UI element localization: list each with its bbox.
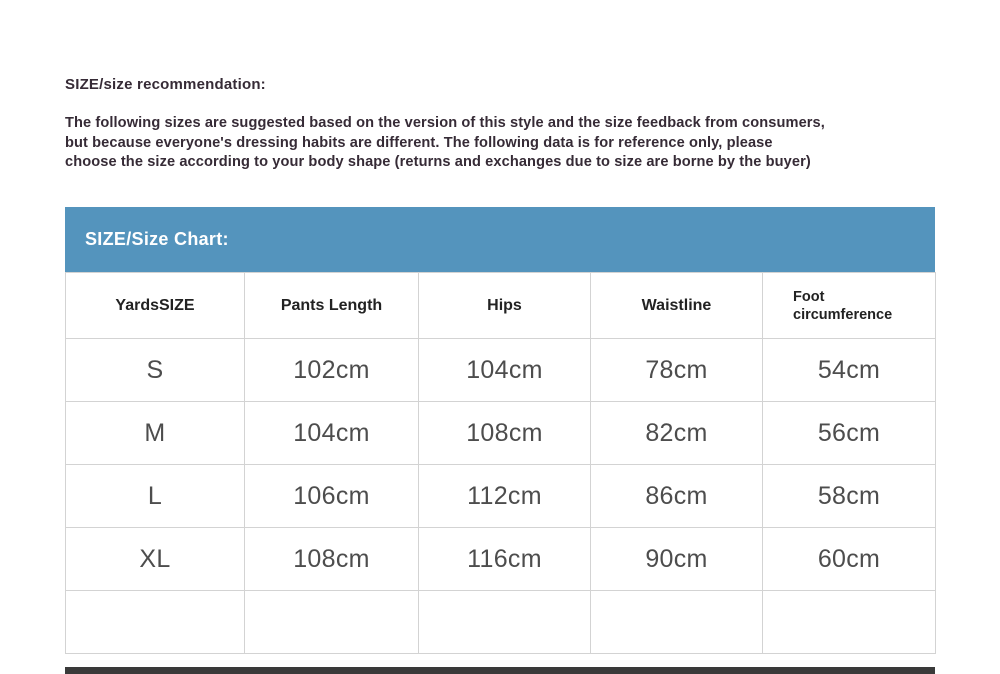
paragraph-line: choose the size according to your body shape (returns and exchanges due to size are borne by the buyer) bbox=[65, 154, 811, 170]
cell-size: XL bbox=[66, 528, 245, 591]
table-row-empty bbox=[66, 591, 936, 654]
cell-foot-circumference: 54cm bbox=[763, 339, 936, 402]
cell-hips: 104cm bbox=[419, 339, 591, 402]
size-recommendation-heading: SIZE/size recommendation: bbox=[65, 76, 266, 93]
column-header-foot-circumference-label: Foot circumference bbox=[793, 288, 893, 323]
cell-empty bbox=[763, 591, 936, 654]
table-row-s bbox=[66, 339, 936, 402]
column-header-waistline: Waistline bbox=[591, 273, 763, 339]
cell-pants-length: 106cm bbox=[245, 465, 419, 528]
cell-waistline: 90cm bbox=[591, 528, 763, 591]
size-recommendation-paragraph bbox=[65, 114, 950, 173]
size-chart-title: SIZE/Size Chart: bbox=[85, 229, 229, 249]
paragraph-line: The following sizes are suggested based on the version of this style and the size feedback from consumers, bbox=[65, 115, 825, 131]
cell-waistline: 82cm bbox=[591, 402, 763, 465]
table-row-l bbox=[66, 465, 936, 528]
paragraph-line: but because everyone's dressing habits are different. The following data is for reference only, please bbox=[65, 134, 773, 151]
cell-waistline: 78cm bbox=[591, 339, 763, 402]
size-chart-banner bbox=[65, 207, 935, 272]
cell-hips: 112cm bbox=[419, 465, 591, 528]
cell-pants-length: 102cm bbox=[245, 339, 419, 402]
cell-empty bbox=[419, 591, 591, 654]
table-row-xl bbox=[66, 528, 936, 591]
cell-foot-circumference: 56cm bbox=[763, 402, 936, 465]
cell-empty bbox=[591, 591, 763, 654]
cell-size: S bbox=[66, 339, 245, 402]
cell-empty bbox=[66, 591, 245, 654]
column-header-hips: Hips bbox=[419, 273, 591, 339]
next-section-edge-bar bbox=[65, 667, 935, 674]
cell-size: L bbox=[66, 465, 245, 528]
size-chart-table bbox=[65, 272, 936, 654]
cell-foot-circumference: 58cm bbox=[763, 465, 936, 528]
cell-foot-circumference: 60cm bbox=[763, 528, 936, 591]
cell-waistline: 86cm bbox=[591, 465, 763, 528]
cell-hips: 116cm bbox=[419, 528, 591, 591]
column-header-foot-circumference bbox=[763, 273, 936, 339]
cell-pants-length: 108cm bbox=[245, 528, 419, 591]
cell-pants-length: 104cm bbox=[245, 402, 419, 465]
table-header-row bbox=[66, 273, 936, 339]
cell-size: M bbox=[66, 402, 245, 465]
cell-empty bbox=[245, 591, 419, 654]
column-header-size: YardsSIZE bbox=[66, 273, 245, 339]
cell-hips: 108cm bbox=[419, 402, 591, 465]
table-row-m bbox=[66, 402, 936, 465]
column-header-pants-length: Pants Length bbox=[245, 273, 419, 339]
